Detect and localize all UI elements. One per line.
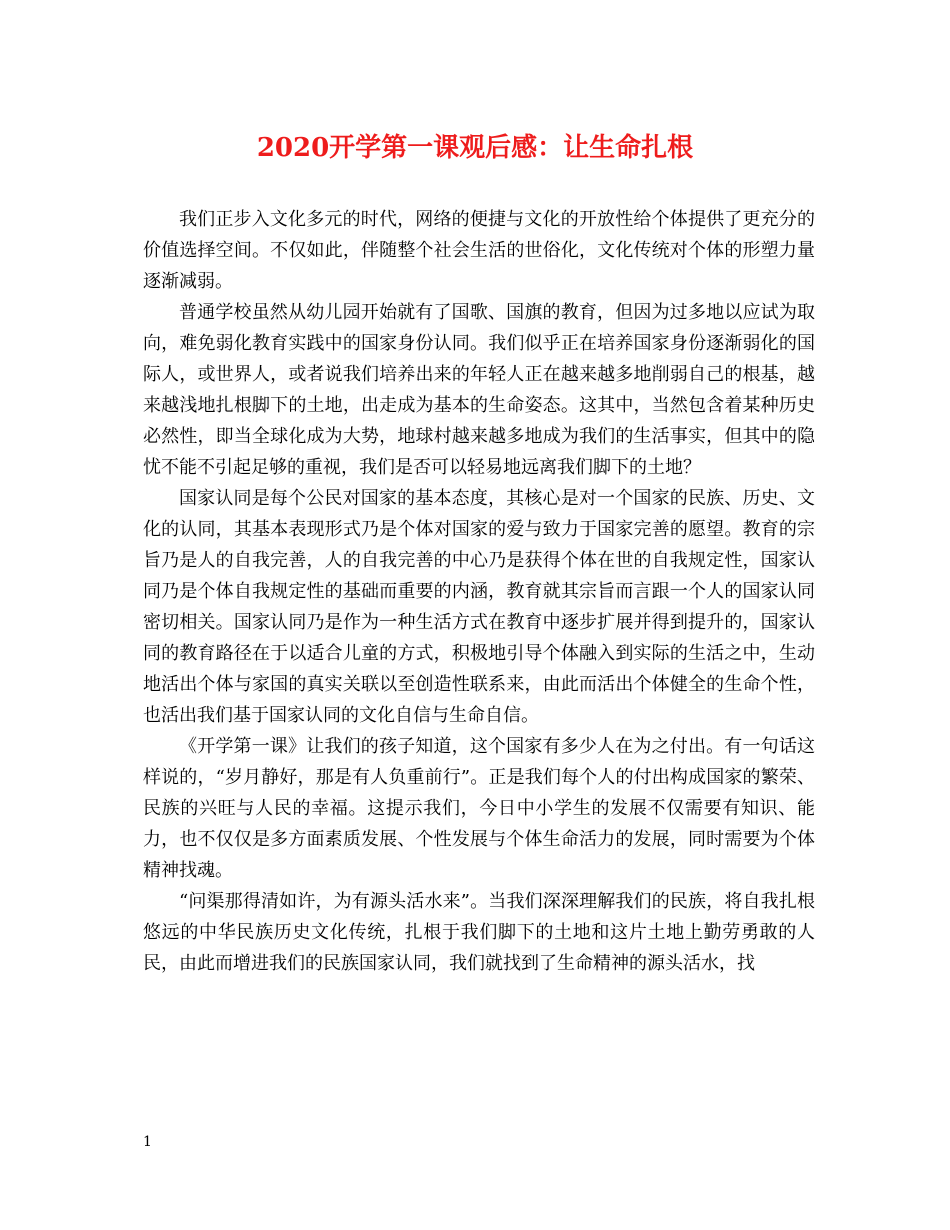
paragraph-4: 《开学第一课》让我们的孩子知道，这个国家有多少人在为之付出。有一句话这样说的，“岁月静好，那是有人负重前行”。正是我们每个人的付出构成国家的繁荣、民族的兴旺与人民的幸福。这提示我们，今日中小学生的发展不仅需要有知识、能力，也不仅仅是多方面素质发展、个性发展与个体生命活力的发展，同时需要为个体精神找魂。 (143, 736, 815, 881)
document-title: 2020开学第一课观后感：让生命扎根 (256, 133, 694, 163)
paragraph-3: 国家认同是每个公民对国家的基本态度，其核心是对一个国家的民族、历史、文化的认同，其基本表现形式乃是个体对国家的爱与致力于国家完善的愿望。教育的宗旨乃是人的自我完善，人的自我完善的中心乃是获得个体在世的自我规定性，国家认同乃是个体自我规定性的基础而重要的内涵，教育就其宗旨而言跟一个人的国家认同密切相关。国家认同乃是作为一种生活方式在教育中逐步扩展并得到提升的，国家认同的教育路径在于以适合儿童的方式，积极地引导个体融入到实际的生活之中，生动地活出个体与家国的真实关联以至创造性联系来，由此而活出个体健全的生命个性，也活出我们基于国家认同的文化自信与生命自信。 (143, 488, 815, 726)
paragraph-2: 普通学校虽然从幼儿园开始就有了国歌、国旗的教育，但因为过多地以应试为取向，难免弱化教育实践中的国家身份认同。我们似乎正在培养国家身份逐渐弱化的国际人，或世界人，或者说我们培养出来的年轻人正在越来越多地削弱自己的根基，越来越浅地扎根脚下的土地，出走成为基本的生命姿态。这其中，当然包含着某种历史必然性，即当全球化成为大势，地球村越来越多地成为我们的生活事实，但其中的隐忧不能不引起足够的重视，我们是否可以轻易地远离我们脚下的土地？ (143, 302, 815, 478)
page-number: 1 (143, 1134, 152, 1150)
paragraph-5: “问渠那得清如许，为有源头活水来”。当我们深深理解我们的民族，将自我扎根悠远的中华民族历史文化传统，扎根于我们脚下的土地和这片土地上勤劳勇敢的人民，由此而增进我们的民族国家认同，我们就找到了生命精神的源头活水，找 (143, 891, 815, 974)
document-body (143, 204, 815, 979)
paragraph-1: 我们正步入文化多元的时代，网络的便捷与文化的开放性给个体提供了更充分的价值选择空间。不仅如此，伴随整个社会生活的世俗化，文化传统对个体的形塑力量逐渐减弱。 (143, 209, 815, 292)
